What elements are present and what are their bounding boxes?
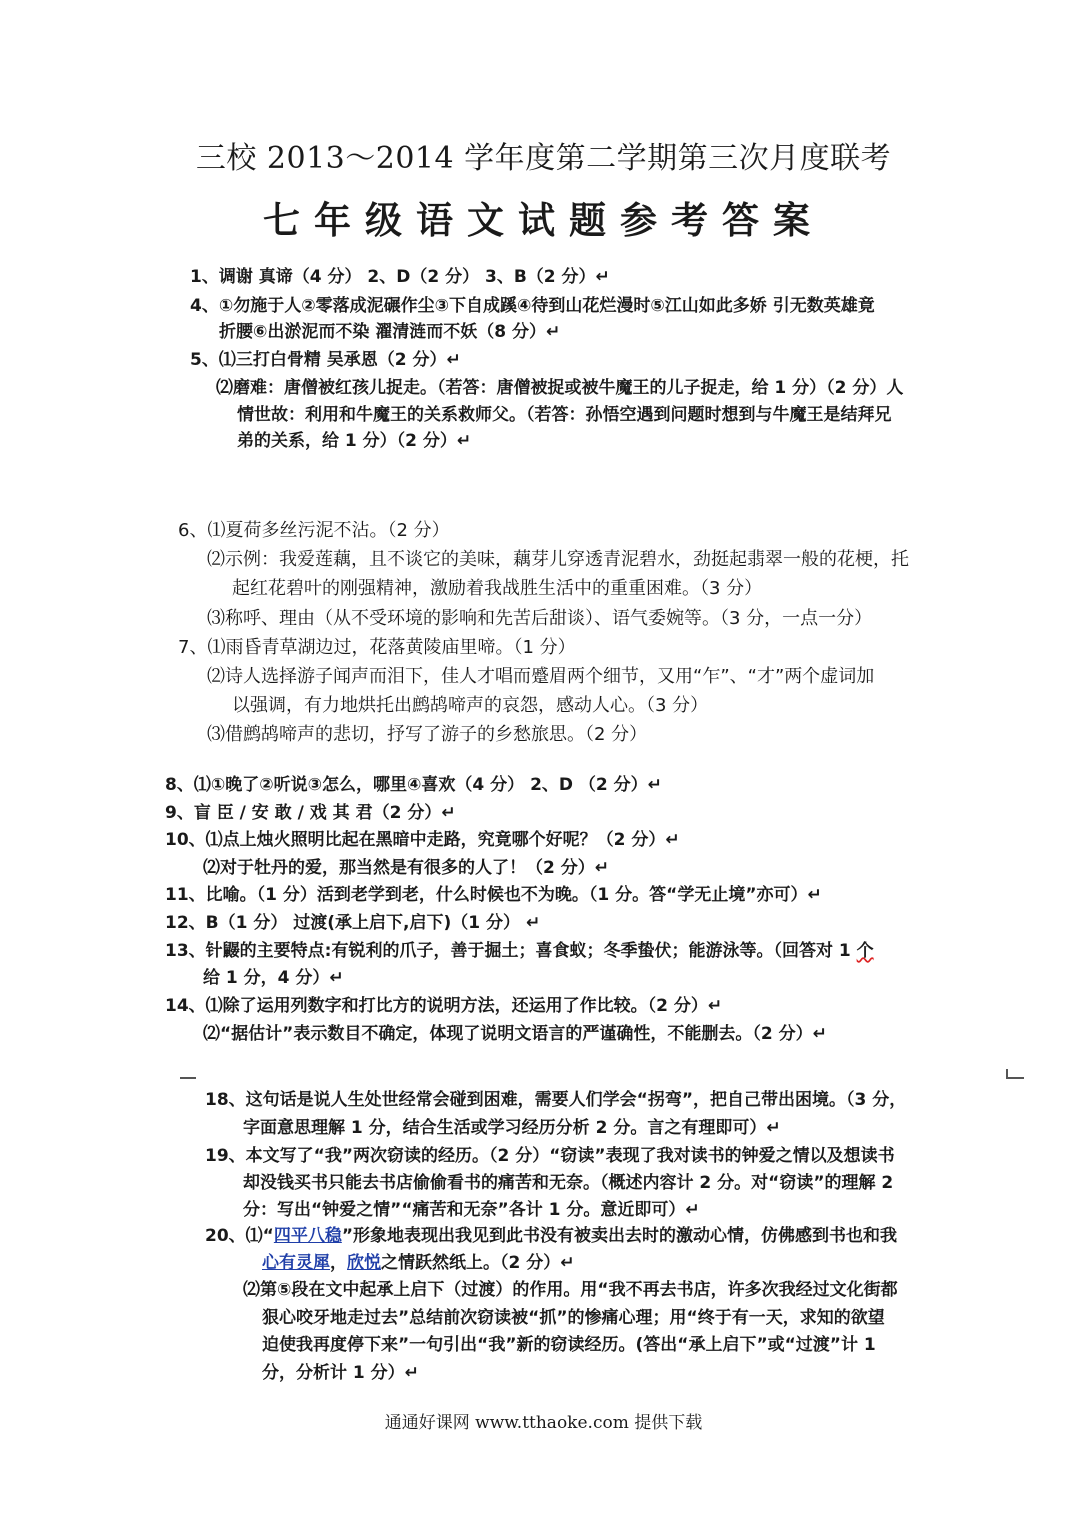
answer-key-title: 七年级语文试题参考答案 — [263, 198, 824, 242]
answer-6-2-line2: 起红花碧叶的刚强精神，激励着我战胜生活中的重重困难。（3 分） — [232, 578, 763, 599]
answer-4-line1: 4、①勿施于人②零落成泥碾作尘③下自成蹊④待到山花烂漫时⑤江山如此多娇 引无数英雄竟 — [190, 296, 875, 316]
answer-6-3: ⑶称呼、理由（从不受环境的影响和先苦后甜谈）、语气委婉等。（3 分，一点一分） — [207, 608, 873, 629]
answer-5-1: 5、⑴三打白骨精 吴承恩（2 分）↵ — [190, 350, 461, 370]
answer-10-1: 10、⑴点上烛火照明比起在黑暗中走路，究竟哪个好呢？（2 分）↵ — [165, 830, 680, 850]
answer-13-spellcheck-word: 个 — [856, 941, 874, 961]
page-corner-mark-right — [1006, 1077, 1024, 1079]
answer-13-text: 13、针鼹的主要特点:有锐利的爪子，善于掘土；喜食蚁；冬季蛰伏；能游泳等。（回答对 1 — [165, 941, 857, 961]
answer-20-2-line3: 迫使我再度停下来”一句引出“我”新的窃读经历。(答出“承上启下”或“过渡”计 1 — [262, 1335, 876, 1355]
answer-14-1: 14、⑴除了运用列数字和打比方的说明方法，还运用了作比较。（2 分）↵ — [165, 996, 723, 1016]
answer-20-1-line2 — [262, 1248, 575, 1273]
answer-20-line2-text: 之情跃然纸上。（2 分）↵ — [381, 1253, 575, 1273]
answer-8: 8、⑴①晚了②听说③怎么，哪里④喜欢（4 分） 2、D （2 分）↵ — [165, 775, 662, 795]
answer-20-text: ”形象地表现出我见到此书没有被卖出去时的激动心情，仿佛感到书也和我 — [341, 1226, 898, 1246]
answer-1-3: 1、调谢 真谛（4 分） 2、D（2 分） 3、B（2 分）↵ — [190, 267, 610, 287]
comma: ， — [330, 1253, 347, 1273]
answer-19-line3: 分：写出“钟爱之情”“痛苦和无奈”各计 1 分。意近即可）↵ — [243, 1200, 700, 1220]
answer-14-2: ⑵“据估计”表示数目不确定，体现了说明文语言的严谨确性，不能删去。（2 分）↵ — [203, 1024, 827, 1044]
answer-9: 9、盲 臣 / 安 敢 / 戏 其 君（2 分）↵ — [165, 803, 456, 823]
answer-20-2-line4: 分，分析计 1 分）↵ — [262, 1363, 419, 1383]
answer-7-2-line1: ⑵诗人选择游子闻声而泪下，佳人才唱而蹙眉两个细节，又用“乍”、“才”两个虚词加 — [207, 666, 875, 687]
answer-7-1: 7、⑴雨昏青草湖边过，花落黄陵庙里啼。（1 分） — [178, 637, 576, 658]
answer-20-2-line1: ⑵第⑤段在文中起承上启下（过渡）的作用。用“我不再去书店，许多次我经过文化街都 — [243, 1280, 898, 1300]
idiom-link-sipingbawen[interactable]: 四平八稳 — [273, 1226, 342, 1246]
answer-20-2-line2: 狠心咬牙地走过去”总结前次窃读被“抓”的惨痛心理；用“终于有一天，求知的欲望 — [262, 1308, 885, 1328]
answer-10-2: ⑵对于牡丹的爱，那当然是有很多的人了！（2 分）↵ — [203, 858, 609, 878]
page-corner-mark-left — [180, 1077, 196, 1079]
answer-19-line2: 却没钱买书只能去书店偷偷看书的痛苦和无奈。（概述内容计 2 分。对“窃读”的理解 2 — [243, 1173, 894, 1193]
word-link-xinyue[interactable]: 欣悦 — [347, 1253, 381, 1273]
answer-13-line2: 给 1 分，4 分）↵ — [203, 968, 344, 988]
answer-7-3: ⑶借鹧鸪啼声的悲切，抒写了游子的乡愁旅思。（2 分） — [207, 724, 648, 745]
answer-5-2-line3: 弟的关系，给 1 分）（2 分）↵ — [237, 431, 472, 451]
answer-13-line1 — [165, 936, 874, 961]
answer-12: 12、B（1 分） 过渡(承上启下,启下)（1 分） ↵ — [165, 913, 541, 933]
answer-11: 11、比喻。（1 分）活到老学到老，什么时候也不为晚。（1 分。答“学无止境”亦可）↵ — [165, 885, 822, 905]
answer-20-prefix: 20、⑴“ — [205, 1226, 274, 1246]
idiom-link-xinyoulingxi[interactable]: 心有灵犀 — [262, 1253, 330, 1273]
exam-title: 三校 2013～2014 学年度第二学期第三次月度联考 — [195, 141, 892, 176]
footer-source: 通通好课网 www.tthaoke.com 提供下载 — [384, 1413, 703, 1433]
answer-7-2-line2: 以强调，有力地烘托出鹧鸪啼声的哀怨，感动人心。（3 分） — [232, 695, 709, 716]
answer-20-1-line1 — [205, 1221, 897, 1246]
answer-5-2-line1: ⑵磨难：唐僧被红孩儿捉走。（若答：唐僧被捉或被牛魔王的儿子捉走，给 1 分）（2 分）人 — [216, 378, 904, 398]
answer-6-2-line1: ⑵示例：我爱莲藕，且不谈它的美味，藕芽儿穿透青泥碧水，劲挺起翡翠一般的花梗，托 — [207, 549, 909, 570]
answer-4-line2: 折腰⑥出淤泥而不染 濯清涟而不妖（8 分）↵ — [219, 322, 561, 342]
answer-18-line2: 字面意思理解 1 分，结合生活或学习经历分析 2 分。言之有理即可）↵ — [243, 1118, 781, 1138]
answer-6-1: 6、⑴夏荷多丝污泥不沾。（2 分） — [178, 520, 450, 541]
answer-5-2-line2: 情世故：利用和牛魔王的关系救师父。（若答：孙悟空遇到问题时想到与牛魔王是结拜兄 — [237, 405, 892, 425]
answer-18-line1: 18、这句话是说人生处世经常会碰到困难，需要人们学会“拐弯”，把自己带出困境。（3 分， — [205, 1090, 907, 1110]
answer-19-line1: 19、本文写了“我”两次窃读的经历。（2 分）“窃读”表现了我对读书的钟爱之情以及想读书 — [205, 1146, 895, 1166]
